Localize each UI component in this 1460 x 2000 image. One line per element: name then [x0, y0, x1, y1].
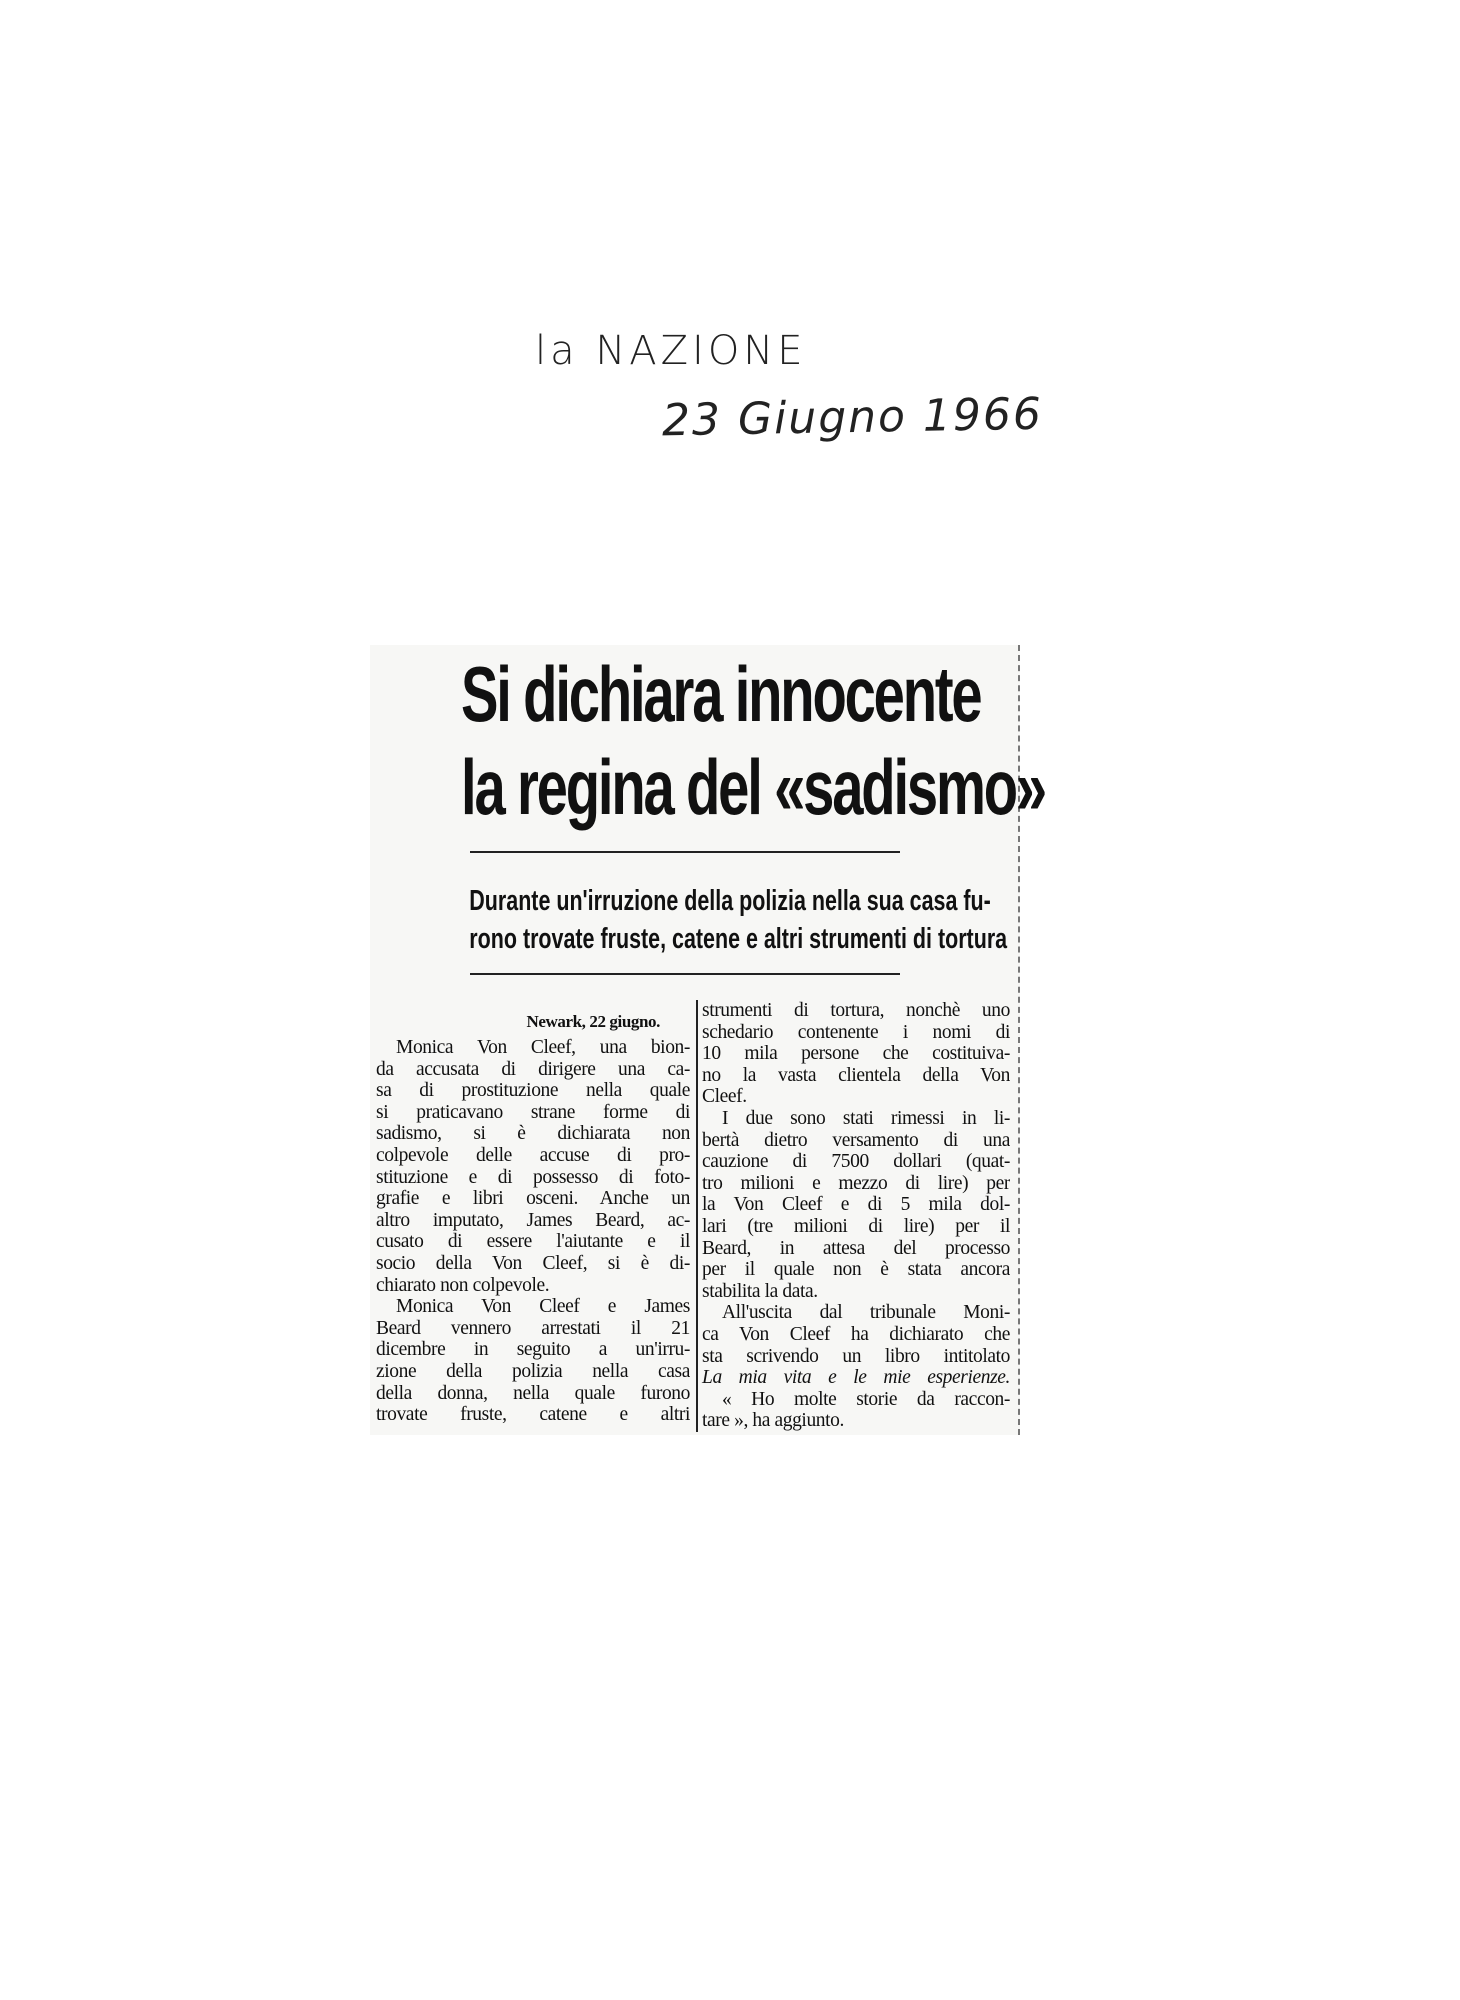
subheadline-line-1: Durante un'irruzione della polizia nella sua casa fu-	[469, 885, 991, 917]
article-text-line: chiarato non colpevole.	[376, 1274, 550, 1296]
article-text-line: tro milioni e mezzo di lire) per	[702, 1172, 1010, 1194]
article-text-line: sa di prostituzione nella quale	[376, 1080, 690, 1102]
article-text-line: della donna, nella quale furono	[376, 1382, 690, 1404]
article-text-line: bertà dietro versamento di una	[702, 1129, 1010, 1151]
article-text-line: stabilita la data.	[702, 1280, 818, 1302]
article-text-line: La mia vita e le mie esperienze.	[702, 1367, 1010, 1389]
headline-line-2: la regina del «sadismo»	[461, 743, 1045, 831]
article-text-line: sadismo, si è dichiarata non	[376, 1123, 690, 1145]
article-text-line: lari (tre milioni di lire) per il	[702, 1215, 1010, 1237]
article-text-line: Monica Von Cleef, una bion-	[396, 1037, 690, 1058]
article-text-line: All'uscita dal tribunale Moni-	[722, 1302, 1010, 1324]
article-text-line: altro imputato, James Beard, ac-	[376, 1209, 690, 1231]
article-text-line: I due sono stati rimessi in li-	[722, 1107, 1010, 1129]
article-text-line: sta scrivendo un libro intitolato	[702, 1345, 1010, 1367]
article-text-line: socio della Von Cleef, si è di-	[376, 1252, 690, 1274]
article-text-line: stituzione e di possesso di foto-	[376, 1166, 690, 1188]
article-text-line: la Von Cleef e di 5 mila dol-	[702, 1194, 1010, 1216]
article-text-line: cusato di essere l'aiutante e il	[376, 1231, 690, 1253]
newspaper-clipping	[370, 645, 1045, 1435]
article-text-line: grafie e libri osceni. Anche un	[376, 1188, 690, 1210]
article-column-right	[696, 1000, 1010, 1432]
article-text-line: cauzione di 7500 dollari (quat-	[702, 1151, 1010, 1173]
divider	[470, 851, 900, 853]
subheadline-line-2: rono trovate fruste, catene e altri strumenti di tortura	[469, 923, 1008, 955]
article-text-line: da accusata di dirigere una ca-	[376, 1058, 690, 1080]
handwritten-newspaper-name: la NAZIONE	[535, 328, 807, 374]
article-text-line: schedario contenente i nomi di	[702, 1021, 1010, 1043]
article-text-line: tare », ha aggiunto.	[702, 1410, 844, 1432]
article-text-line: colpevole delle accuse di pro-	[376, 1144, 690, 1166]
article-text-line: trovate fruste, catene e altri	[376, 1404, 690, 1426]
dateline: Newark, 22 giugno.	[526, 1012, 660, 1031]
article-column-left	[376, 1007, 690, 1426]
article-text-line: no la vasta clientela della Von	[702, 1064, 1010, 1086]
article-text-line: 10 mila persone che costituiva-	[702, 1043, 1010, 1065]
headline-line-1: Si dichiara innocente	[461, 650, 981, 738]
article-text-line: per il quale non è stata ancora	[702, 1259, 1010, 1281]
article-text-line: Beard vennero arrestati il 21	[376, 1317, 690, 1339]
article-text-line: Beard, in attesa del processo	[702, 1237, 1010, 1259]
article-text-line: « Ho molte storie da raccon-	[722, 1388, 1010, 1410]
article-text-line: Monica Von Cleef e James	[396, 1296, 690, 1318]
article-text-line: ca Von Cleef ha dichiarato che	[702, 1323, 1010, 1345]
article-text-line: dicembre in seguito a un'irru-	[376, 1339, 690, 1361]
handwritten-date: 23 Giugno 1966	[661, 388, 1044, 447]
article-text-line: strumenti di tortura, nonchè uno	[702, 1000, 1010, 1021]
article-text-line: si praticavano strane forme di	[376, 1101, 690, 1123]
divider	[470, 973, 900, 975]
article-text-line: zione della polizia nella casa	[376, 1360, 690, 1382]
article-text-line: Cleef.	[702, 1086, 747, 1108]
